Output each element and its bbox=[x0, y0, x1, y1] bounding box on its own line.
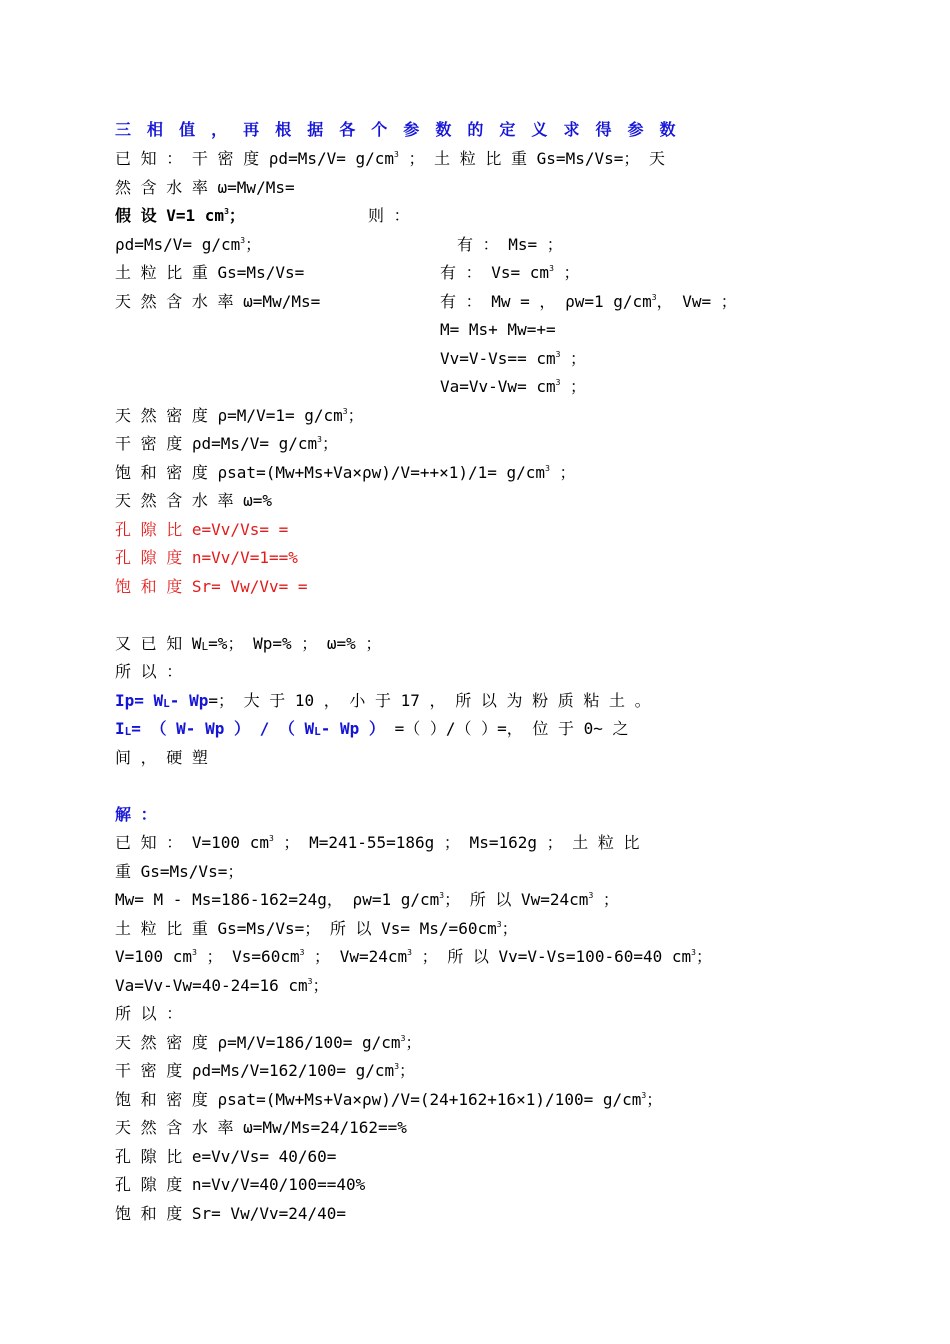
solution-void-ratio: 孔 隙 比 e=Vv/Vs= 40/60= bbox=[115, 1147, 337, 1166]
solution-line-7: 所 以 ： bbox=[115, 1004, 183, 1023]
right-line-3: 有 ： Mw = ， ρw=1 $g/cm^3$， Vw= ； bbox=[440, 292, 737, 311]
liquidity-index-line: $I_L=$ （ W- Wp ） / （ $W_L-$ Wp ） =（ ）/（ ）=， 位 于 0~ 之 bbox=[115, 719, 629, 739]
solution-line-3: Mw= M - Ms=186-162=24g， ρw=1 $g/cm^3$； 所 以 $Vw=24cm^3$ ； bbox=[115, 890, 619, 909]
solution-line-5: V=100 $cm^3$ ； $Vs=60cm^3$ ； $Vw=24cm^3$ ； 所 以 Vv=V-Vs=100-60=40 $cm^3$； bbox=[115, 947, 712, 966]
limits-so: 所 以 ： bbox=[115, 662, 183, 681]
limits-given: 又 已 知 $W_L=\%$； Wp=% ； ω=% ； bbox=[115, 634, 382, 654]
liquidity-index-line-2: 间 ， 硬 塑 bbox=[115, 748, 208, 767]
solution-dry-density: 干 密 度 $\rho d=Ms/V=162/100= g/cm^3$； bbox=[115, 1061, 416, 1080]
solution-water-content: 天 然 含 水 率 ω=Mw/Ms=24/162==% bbox=[115, 1118, 407, 1137]
solution-line-4: 土 粒 比 重 Gs=Ms/Vs=； 所 以 $Vs= Ms/=60cm^3$； bbox=[115, 919, 518, 938]
solution-saturated-density: 饱 和 密 度 $\rho sat=(Mw+Ms+Va\times\rho w)/V=(24+162+16\times 1)/100= g/cm^3$； bbox=[115, 1090, 663, 1109]
solution-line-2: 重 Gs=Ms/Vs=； bbox=[115, 862, 244, 881]
result-porosity: 孔 隙 度 n=Vv/V=1==% bbox=[115, 548, 298, 567]
result-natural-density: 天 然 密 度 $\rho=M/V=1= g/cm^3$； bbox=[115, 406, 364, 425]
solution-line-6: Va=Vv-Vw=40-24=16 $cm^3$； bbox=[115, 976, 329, 995]
left-line-1: $\rho d=Ms/V= g/cm^3$； bbox=[115, 235, 262, 254]
known-line-1: 已 知 ： 干 密 度 $\rho d=Ms/V= g/cm^3$ ； 土 粒 比 重 Gs=Ms/Vs=； 天 bbox=[115, 149, 665, 168]
then-label: 则 ： bbox=[368, 206, 410, 225]
known-line-2: 然 含 水 率 ω=Mw/Ms= bbox=[115, 178, 295, 197]
plasticity-index-line: $Ip= W_L-$ Wp=； 大 于 10 ， 小 于 17 ， 所 以 为 粉 质 粘 土 。 bbox=[115, 691, 651, 711]
result-saturated-density: 饱 和 密 度 $\rho sat=(Mw+Ms+Va\times\rho w)/V=++\times 1)/1= g/cm^3$ ； bbox=[115, 463, 576, 482]
right-line-6: $Va=Vv-Vw= cm^3$ ； bbox=[440, 377, 587, 396]
solution-line-1: 已 知 ： V=100 $cm^3$ ； M=241-55=186g ； Ms=162g ； 土 粒 比 bbox=[115, 833, 640, 852]
solution-natural-density: 天 然 密 度 $\rho=M/V=186/100= g/cm^3$； bbox=[115, 1033, 422, 1052]
section-heading: 三 相 值 ， 再 根 据 各 个 参 数 的 定 义 求 得 参 数 bbox=[115, 120, 679, 139]
assume-line: 假 设 V=1 $cm^3$； bbox=[115, 206, 245, 225]
result-saturation: 饱 和 度 Sr= Vw/Vv= = bbox=[115, 577, 308, 596]
right-line-1: 有 ： Ms= ； bbox=[457, 235, 563, 254]
left-line-2: 土 粒 比 重 Gs=Ms/Vs= bbox=[115, 263, 305, 282]
result-dry-density: 干 密 度 $\rho d=Ms/V= g/cm^3$； bbox=[115, 434, 338, 453]
right-line-5: $Vv=V-Vs== cm^3$ ； bbox=[440, 349, 587, 368]
left-line-3: 天 然 含 水 率 ω=Mw/Ms= bbox=[115, 292, 321, 311]
solution-title: 解 ： bbox=[115, 805, 157, 824]
right-line-4: M= Ms+ Mw=+= bbox=[440, 320, 556, 339]
right-line-2: 有 ： $Vs= cm^3$ ； bbox=[440, 263, 580, 282]
result-void-ratio: 孔 隙 比 e=Vv/Vs= = bbox=[115, 520, 289, 539]
solution-porosity: 孔 隙 度 n=Vv/V=40/100==40% bbox=[115, 1175, 366, 1194]
result-water-content: 天 然 含 水 率 ω=% bbox=[115, 491, 273, 510]
solution-saturation: 饱 和 度 Sr= Vw/Vv=24/40= bbox=[115, 1204, 347, 1223]
